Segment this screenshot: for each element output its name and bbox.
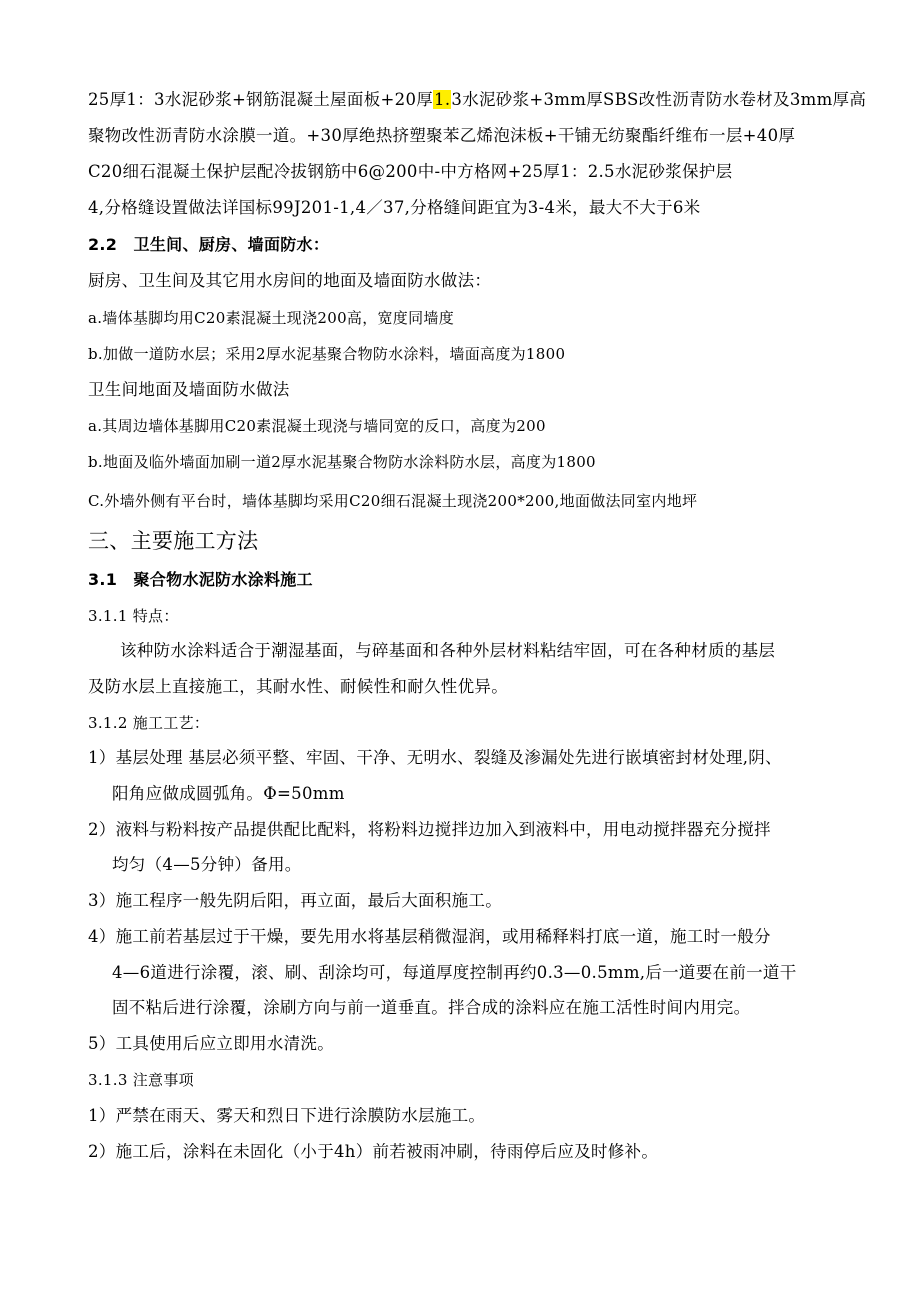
subsection-heading: 3.1.3 注意事项	[88, 1071, 194, 1089]
text-line: 聚物改性沥青防水涂膜一道。+30厚绝热挤塑聚苯乙烯泡沫板+干铺无纺聚酯纤维布一层+40厚	[88, 126, 796, 145]
text-line: a.墙体基脚均用C20素混凝土现浇200高，宽度同墙度	[88, 309, 455, 327]
list-item: 2）施工后，涂料在未固化（小于4h）前若被雨冲刷，待雨停后应及时修补。	[88, 1142, 659, 1161]
list-item: 4）施工前若基层过于干燥，要先用水将基层稍微湿润，或用稀释料打底一道，施工时一般分	[88, 927, 771, 946]
list-item-continuation: 阳角应做成圆弧角。Φ=50mm	[112, 784, 345, 803]
paragraph-line: 该种防水涂料适合于潮湿基面，与碎基面和各种外层材料粘结牢固，可在各种材质的基层	[120, 641, 776, 660]
list-item: 3）施工程序一般先阴后阳，再立面，最后大面积施工。	[88, 891, 502, 910]
highlighted-text: 1.	[434, 90, 451, 109]
subsection-heading: 3.1.2 施工工艺：	[88, 714, 210, 732]
list-item: 1）严禁在雨天、雾天和烈日下进行涂膜防水层施工。	[88, 1106, 486, 1125]
text-line: C.外墙外侧有平台时，墙体基脚均采用C20细石混凝土现浇200*200,地面做法同室内地坪	[88, 492, 698, 510]
text-span: 25厚1：3水泥砂浆+钢筋混凝土屋面板+20厚	[88, 90, 434, 109]
text-line: b.加做一道防水层；采用2厚水泥基聚合物防水涂料，墙面高度为1800	[88, 345, 566, 363]
list-item: 5）工具使用后应立即用水清洗。	[88, 1034, 334, 1053]
text-line	[88, 88, 866, 112]
list-item: 2）液料与粉料按产品提供配比配料，将粉料边搅拌边加入到液料中，用电动搅拌器充分搅拌	[88, 820, 771, 839]
list-item: 1）基层处理 基层必须平整、牢固、干净、无明水、裂缝及渗漏处先进行嵌填密封材处理,阴、	[88, 748, 782, 767]
paragraph-line: 及防水层上直接施工，其耐水性、耐候性和耐久性优异。	[88, 677, 508, 696]
section-heading: 3.1 聚合物水泥防水涂料施工	[88, 570, 313, 589]
text-line: a.其周边墙体基脚用C20素混凝土现浇与墙同宽的反口，高度为200	[88, 417, 546, 435]
chapter-heading: 三、主要施工方法	[88, 529, 259, 553]
list-item-continuation: 均匀（4—5分钟）备用。	[112, 855, 302, 874]
subsection-heading: 3.1.1 特点：	[88, 607, 179, 625]
text-line: 4,分格缝设置做法详国标99J201-1,4／37,分格缝间距宜为3-4米，最大不大于6米	[88, 198, 701, 217]
text-span: 3水泥砂浆+3mm厚SBS改性沥青防水卷材及3mm厚高	[451, 90, 867, 109]
text-line: 卫生间地面及墙面防水做法	[88, 380, 290, 399]
list-item-continuation: 4—6道进行涂覆，滚、刷、刮涂均可，每道厚度控制再约0.3—0.5mm,后一道要在前一道干	[112, 963, 797, 982]
list-item-continuation: 固不粘后进行涂覆，涂刷方向与前一道垂直。拌合成的涂料应在施工活性时间内用完。	[112, 998, 751, 1017]
text-line: C20细石混凝土保护层配冷拔钢筋中6@200中-中方格网+25厚1：2.5水泥砂浆保护层	[88, 162, 733, 181]
section-heading: 2.2 卫生间、厨房、墙面防水：	[88, 235, 330, 254]
text-line: b.地面及临外墙面加刷一道2厚水泥基聚合物防水涂料防水层，高度为1800	[88, 453, 596, 471]
text-line: 厨房、卫生间及其它用水房间的地面及墙面防水做法：	[88, 271, 492, 290]
